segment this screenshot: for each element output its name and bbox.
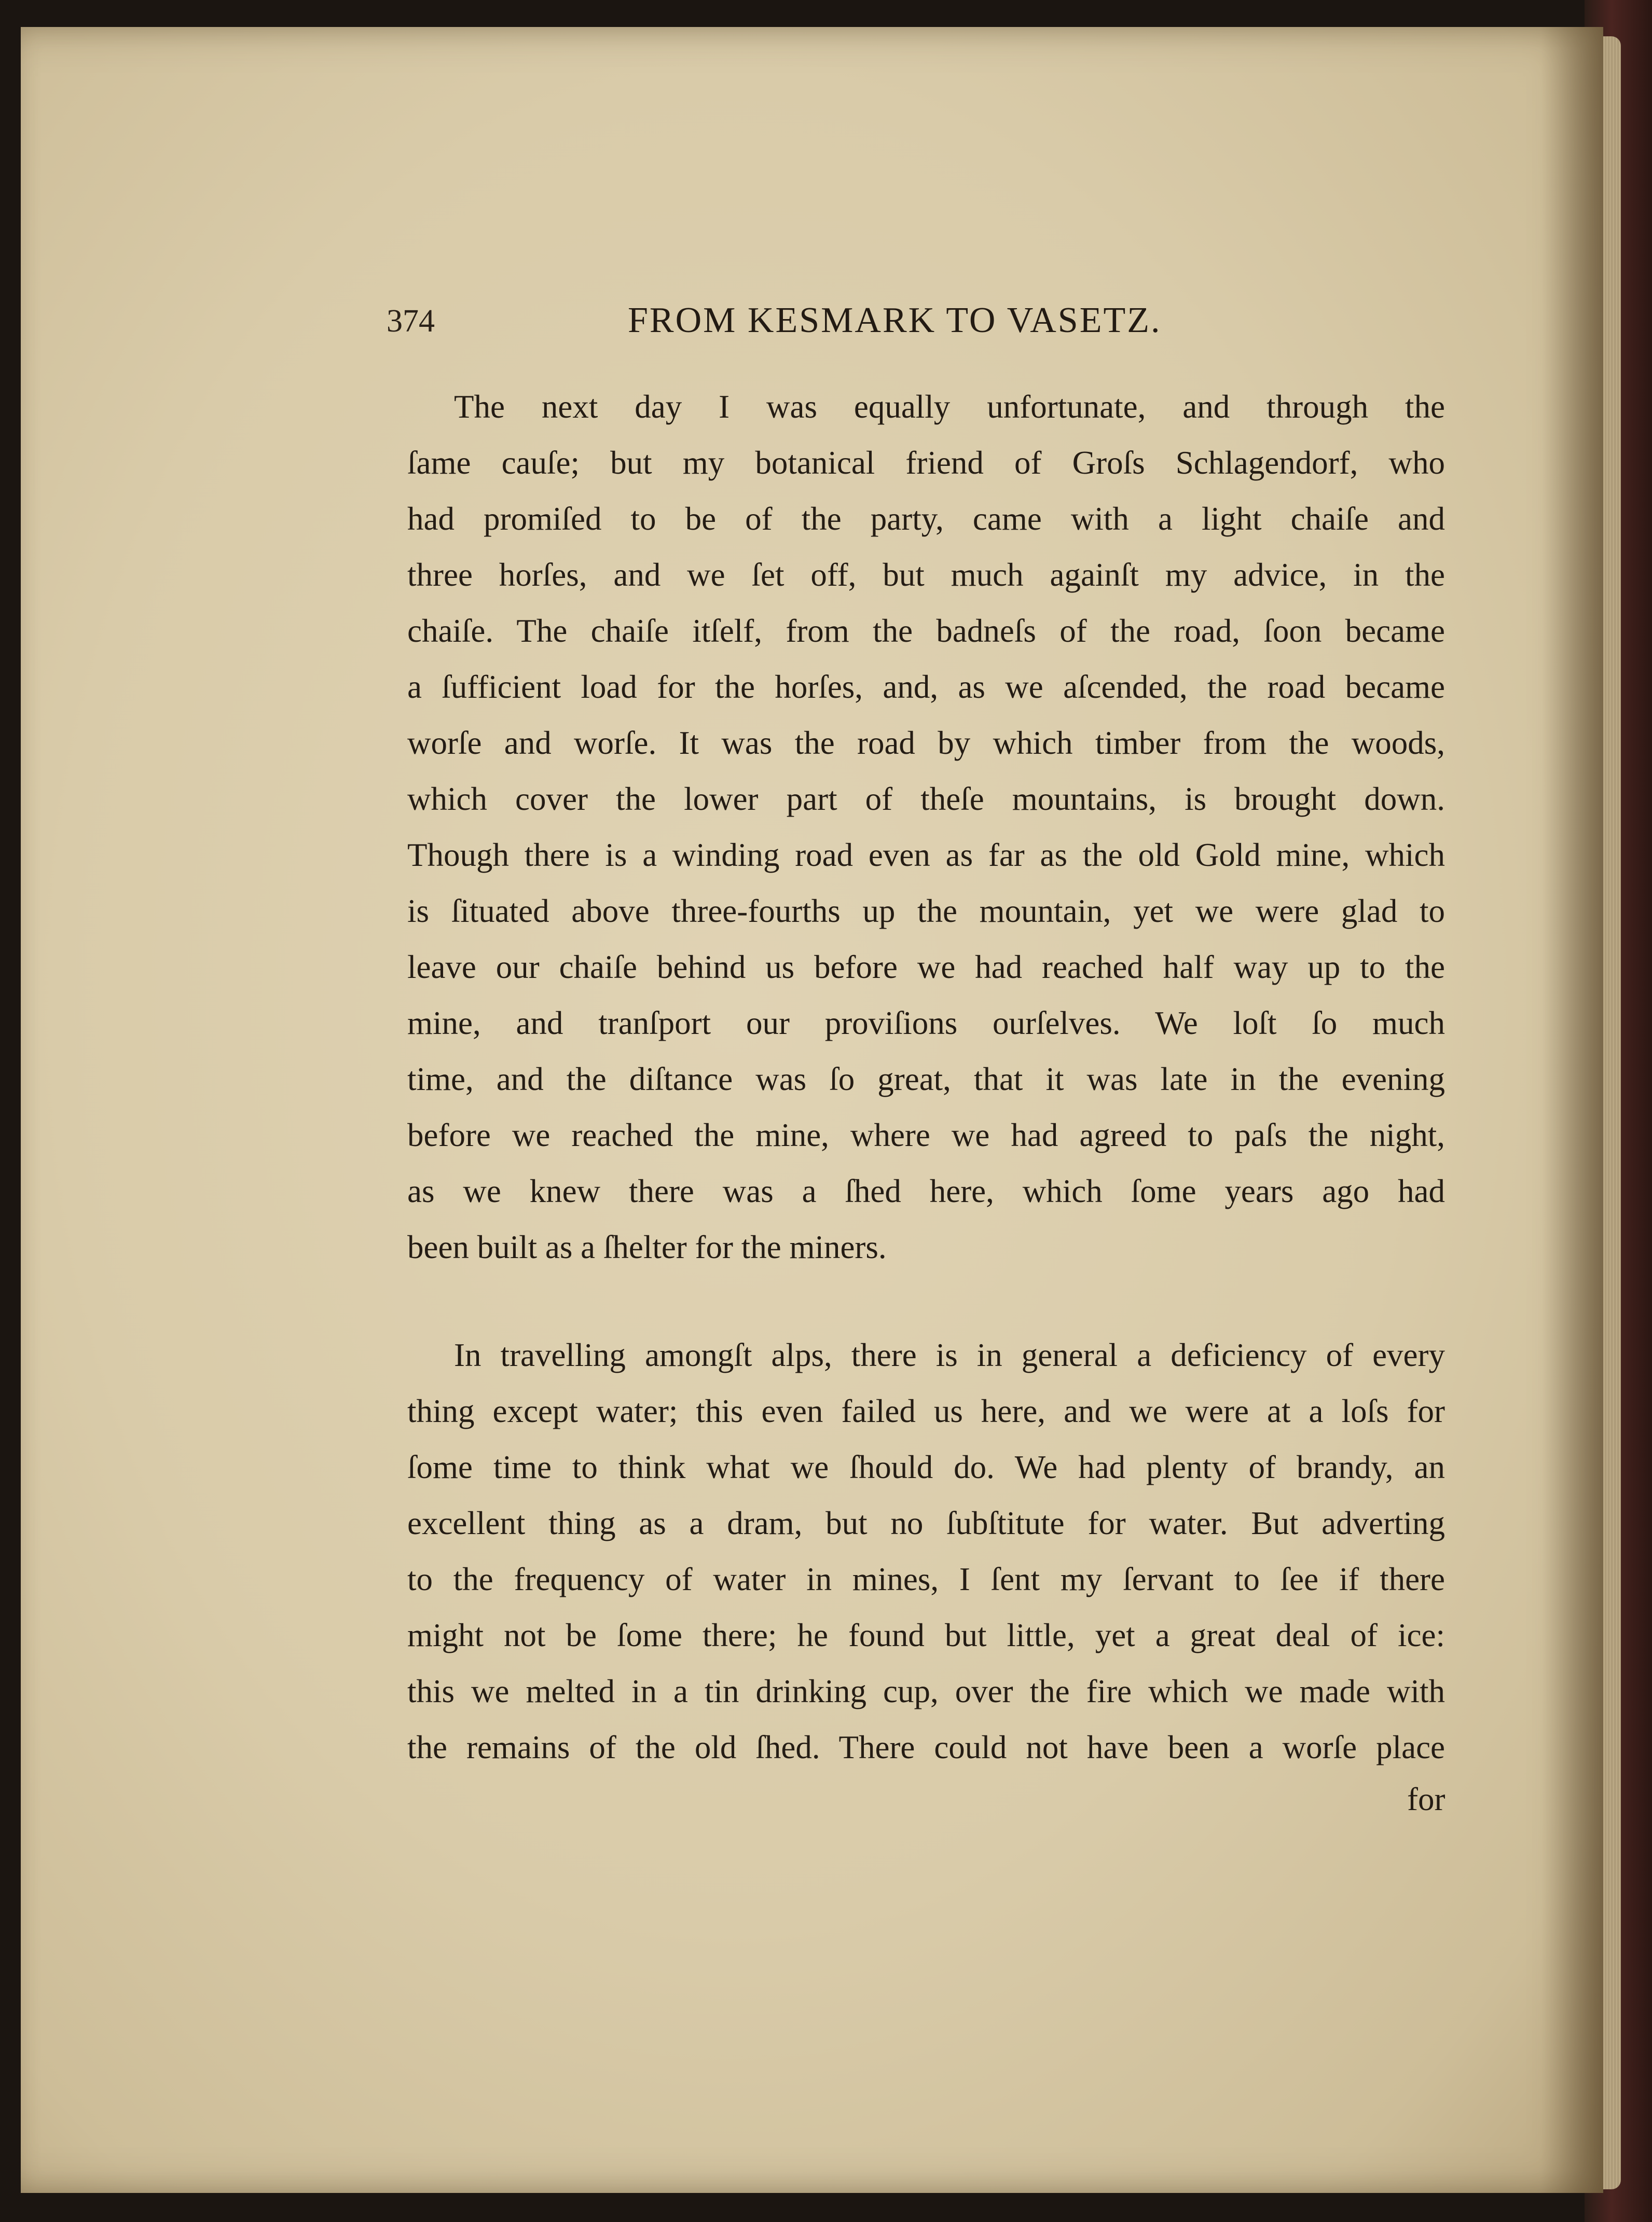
- text-line: the remains of the old ſhed. There could not have been a worſe place: [407, 1729, 1445, 1765]
- text-line: before we reached the mine, where we had agreed to paſs the night,: [407, 1117, 1445, 1153]
- text-line: In travelling amongſt alps, there is in general a deficiency of every: [454, 1337, 1445, 1373]
- text-line: ſome time to think what we ſhould do. We had plenty of brandy, an: [407, 1449, 1445, 1485]
- text-line: Though there is a winding road even as far as the old Gold mine, which: [407, 837, 1445, 873]
- text-line: leave our chaiſe behind us before we had reached half way up to the: [407, 949, 1445, 985]
- text-line: excellent thing as a dram, but no ſubſtitute for water. But adverting: [407, 1505, 1445, 1541]
- text-line: is ſituated above three-fourths up the mountain, yet we were glad to: [407, 893, 1445, 929]
- text-line: had promiſed to be of the party, came with a light chaiſe and: [407, 501, 1445, 537]
- text-line: chaiſe. The chaiſe itſelf, from the badneſs of the road, ſoon became: [407, 613, 1445, 649]
- text-line: to the frequency of water in mines, I ſent my ſervant to ſee if there: [407, 1561, 1445, 1597]
- text-line: ſame cauſe; but my botanical friend of Groſs Schlagendorf, who: [407, 445, 1445, 481]
- text-line: which cover the lower part of theſe mountains, is brought down.: [407, 781, 1445, 817]
- page-header: [387, 300, 1481, 341]
- paragraph-2: [407, 1327, 1445, 1775]
- running-head: FROM KESMARK TO VASETZ.: [628, 300, 1162, 340]
- text-line: been built as a ſhelter for the miners.: [407, 1229, 887, 1265]
- text-line: three horſes, and we ſet off, but much againſt my advice, in the: [407, 557, 1445, 593]
- text-line: time, and the diſtance was ſo great, that it was late in the evening: [407, 1061, 1445, 1097]
- gutter-shadow: [1541, 27, 1603, 2193]
- text-line: worſe and worſe. It was the road by which timber from the woods,: [407, 725, 1445, 761]
- page-number: 374: [387, 303, 435, 339]
- text-line: might not be ſome there; he found but little, yet a great deal of ice:: [407, 1617, 1445, 1653]
- text-line: The next day I was equally unfortunate, and through the: [454, 389, 1445, 425]
- text-line: thing except water; this even failed us here, and we were at a loſs for: [407, 1393, 1445, 1429]
- text-line: this we melted in a tin drinking cup, over the fire which we made with: [407, 1673, 1445, 1709]
- text-line: mine, and tranſport our proviſions ourſelves. We loſt ſo much: [407, 1005, 1445, 1041]
- paragraph-gap: [407, 1275, 1445, 1327]
- paragraph-1: [407, 379, 1445, 1275]
- text-line: a ſufficient load for the horſes, and, as we aſcended, the road became: [407, 669, 1445, 705]
- text-line: as we knew there was a ſhed here, which ſome years ago had: [407, 1173, 1445, 1209]
- body-text: [407, 379, 1445, 1775]
- catchword: for: [1407, 1781, 1446, 1817]
